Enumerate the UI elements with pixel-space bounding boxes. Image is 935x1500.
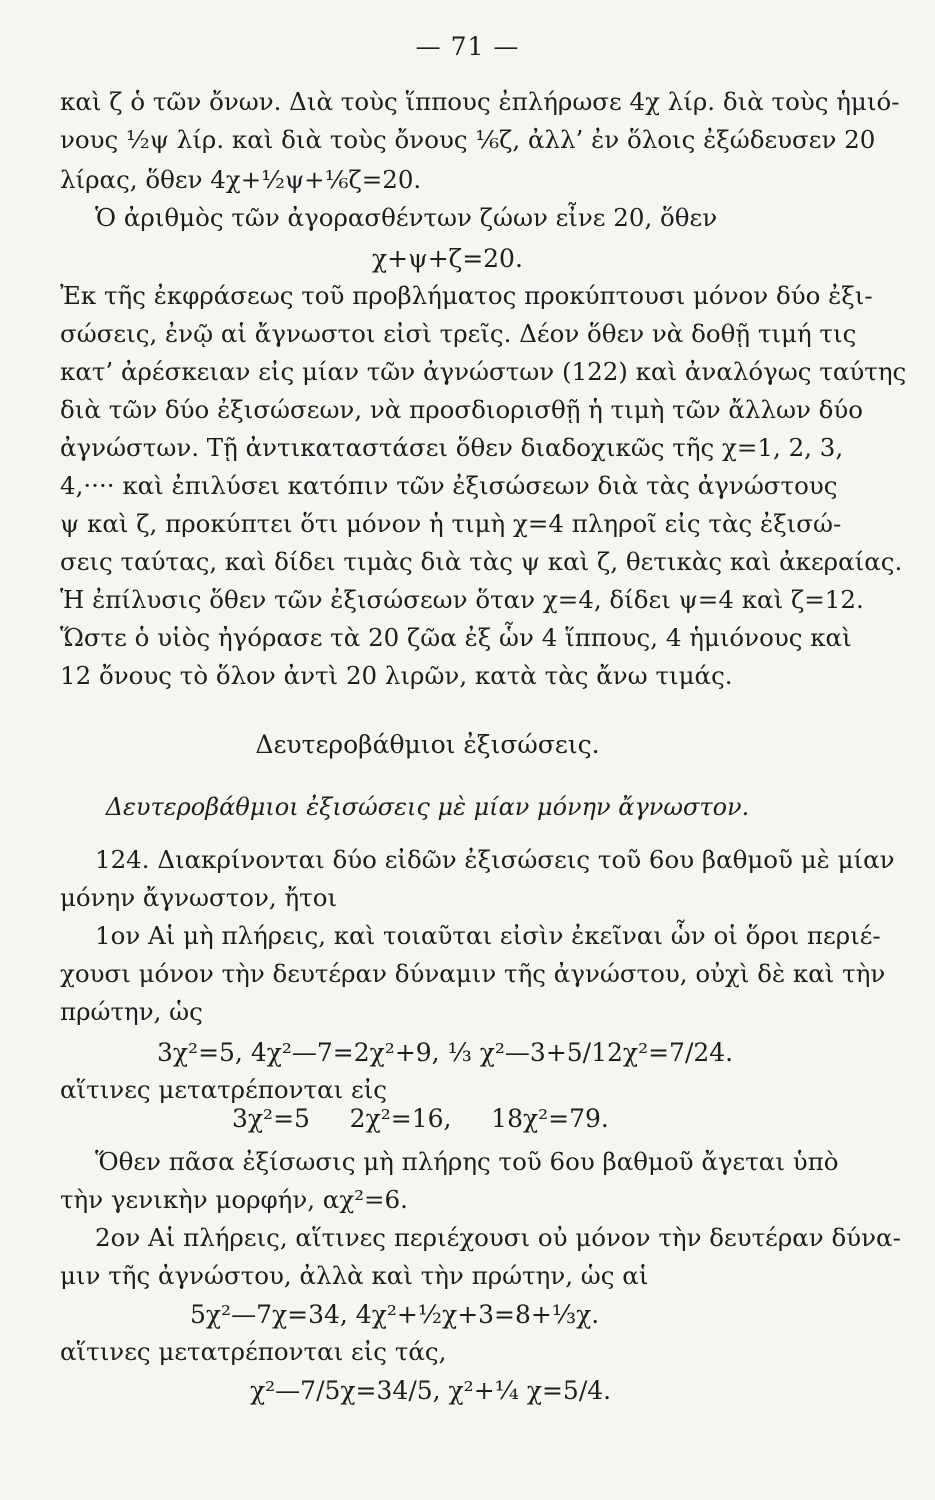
text-line: σεις ταύτας, καὶ δίδει τιμὰς διὰ τὰς ψ καὶ ζ, θετικὰς καὶ ἀκεραίας. <box>60 547 903 576</box>
text-line: Ὅθεν πᾶσα ἐξίσωσις μὴ πλήρης τοῦ 6ου βαθμοῦ ἄγεται ὑπὸ <box>95 1147 839 1176</box>
page-number: — 71 — <box>415 32 520 61</box>
text-line: νους ½ψ λίρ. καὶ διὰ τοὺς ὄνους ⅙ζ, ἀλλ’ ἐν ὅλοις ἐξώδευσεν 20 <box>60 125 876 154</box>
text-line: Ὁ ἀριθμὸς τῶν ἀγορασθέντων ζώων εἶνε 20, ὅθεν <box>95 203 718 232</box>
section-heading: Δευτεροβάθμιοι ἐξισώσεις. <box>255 730 600 759</box>
text-line: διὰ τῶν δύο ἐξισώσεων, νὰ προσδιορισθῇ ἡ τιμὴ τῶν ἄλλων δύο <box>60 395 864 424</box>
text-line: ἀγνώστων. Τῇ ἀντικαταστάσει ὅθεν διαδοχικῶς τῆς χ=1, 2, 3, <box>60 433 844 462</box>
text-line: 124. Διακρίνονται δύο εἰδῶν ἐξισώσεις τοῦ 6ου βαθμοῦ μὲ μίαν <box>95 845 895 874</box>
text-line: 4,···· καὶ ἐπιλύσει κατόπιν τῶν ἐξισώσεων διὰ τὰς ἀγνώστους <box>60 471 838 500</box>
section-subheading: Δευτεροβάθμιοι ἐξισώσεις μὲ μίαν μόνην ἄγνωστον. <box>105 793 750 821</box>
text-line: 12 ὄνους τὸ ὅλον ἀντὶ 20 λιρῶν, κατὰ τὰς ἄνω τιμάς. <box>60 661 733 690</box>
text-line: μόνην ἄγνωστον, ἤτοι <box>60 883 338 912</box>
text-line: κατ’ ἀρέσκειαν εἰς μίαν τῶν ἀγνώστων (122) καὶ ἀναλόγως ταύτης <box>60 357 907 386</box>
text-line: μιν τῆς ἀγνώστου, ἀλλὰ καὶ τὴν πρώτην, ὡς αἱ <box>60 1261 649 1290</box>
text-line: λίρας, ὅθεν 4χ+½ψ+⅙ζ=20. <box>60 165 422 194</box>
equation: χ+ψ+ζ=20. <box>372 244 523 273</box>
text-line: χουσι μόνον τὴν δευτέραν δύναμιν τῆς ἀγνώστου, οὐχὶ δὲ καὶ τὴν <box>60 959 886 988</box>
text-line: Ἐκ τῆς ἐκφράσεως τοῦ προβλήματος προκύπτουσι μόνον δύο ἐξι- <box>60 281 873 310</box>
text-line: Ἡ ἐπίλυσις ὅθεν τῶν ἐξισώσεων ὅταν χ=4, δίδει ψ=4 καὶ ζ=12. <box>60 585 864 614</box>
text-line: σώσεις, ἐνῷ αἱ ἄγνωστοι εἰσὶ τρεῖς. Δέον ὅθεν νὰ δοθῇ τιμή τις <box>60 319 857 348</box>
text-line: αἵτινες μετατρέπονται εἰς <box>60 1075 388 1104</box>
text-line: αἵτινες μετατρέπονται εἰς τάς, <box>60 1337 447 1366</box>
text-line: τὴν γενικὴν μορφήν, αχ²=6. <box>60 1185 408 1214</box>
text-line: 1ον Αἱ μὴ πλήρεις, καὶ τοιαῦται εἰσὶν ἐκεῖναι ὧν οἱ ὅροι περιέ- <box>95 921 881 950</box>
text-line: 2ον Αἱ πλήρεις, αἵτινες περιέχουσι οὐ μόνον τὴν δευτέραν δύνα- <box>95 1223 901 1252</box>
text-line: καὶ ζ ὁ τῶν ὄνων. Διὰ τοὺς ἵππους ἐπλήρωσε 4χ λίρ. διὰ τοὺς ἡμιό- <box>60 87 900 116</box>
equation: 3χ²=5 2χ²=16, 18χ²=79. <box>232 1104 609 1133</box>
text-line: Ὥστε ὁ υἱὸς ἠγόρασε τὰ 20 ζῶα ἐξ ὧν 4 ἵππους, 4 ἡμιόνους καὶ <box>60 623 852 652</box>
text-line: ψ καὶ ζ, προκύπτει ὅτι μόνον ἡ τιμὴ χ=4 πληροῖ εἰς τὰς ἐξισώ- <box>60 509 842 538</box>
equation: 3χ²=5, 4χ²—7=2χ²+9, ⅓ χ²—3+5/12χ²=7/24. <box>157 1038 734 1067</box>
text-line: πρώτην, ὡς <box>60 997 203 1026</box>
equation: χ²—7/5χ=34/5, χ²+¼ χ=5/4. <box>250 1376 612 1405</box>
equation: 5χ²—7χ=34, 4χ²+½χ+3=8+⅓χ. <box>190 1300 600 1329</box>
